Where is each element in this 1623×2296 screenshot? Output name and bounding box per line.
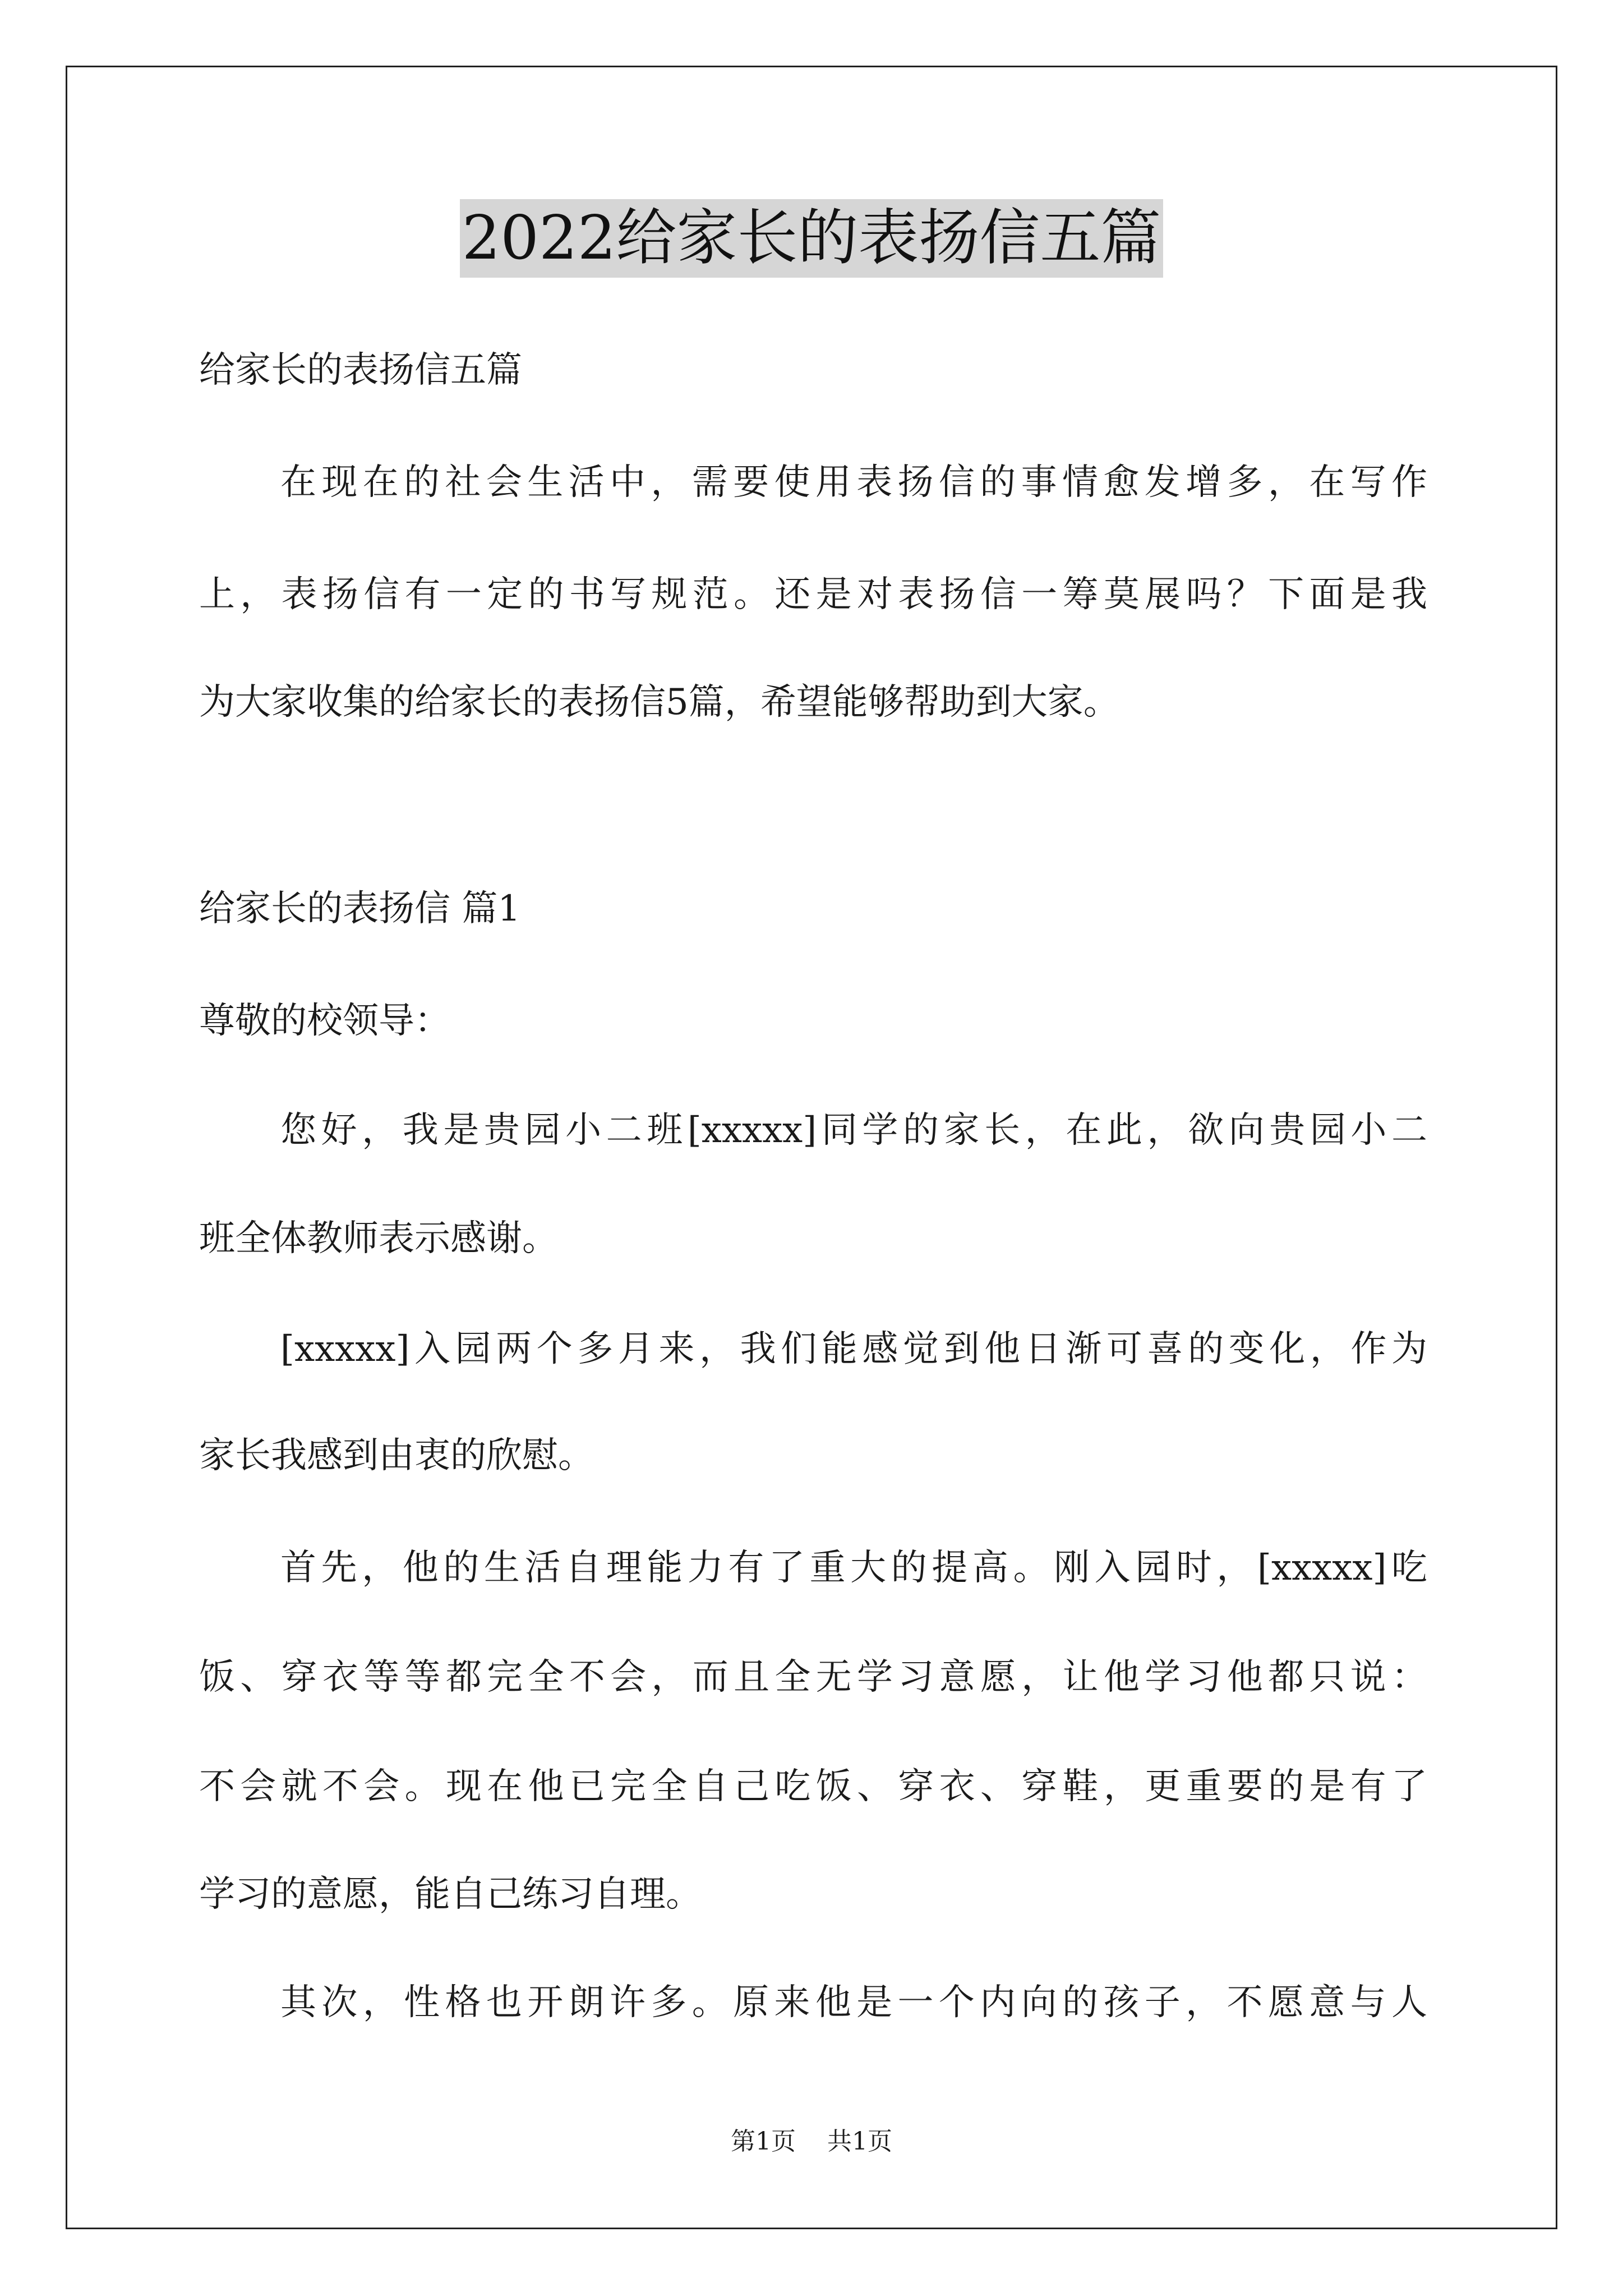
page-number: 第1页 bbox=[731, 2127, 796, 2156]
paragraph-line: 首先，他的生活自理能力有了重大的提高。刚入园时，[xxxxx]吃 bbox=[280, 1547, 1427, 1589]
paragraph-line: 学习的意愿，能自己练习自理。 bbox=[199, 1874, 702, 1915]
page-footer bbox=[0, 2126, 1623, 2157]
title-container bbox=[0, 199, 1623, 278]
paragraph-line: 在现在的社会生活中，需要使用表扬信的事情愈发增多，在写作 bbox=[280, 462, 1427, 503]
paragraph-line: 您好，我是贵园小二班[xxxxx]同学的家长，在此，欲向贵园小二 bbox=[280, 1110, 1427, 1151]
document-title: 2022给家长的表扬信五篇 bbox=[460, 199, 1164, 278]
subtitle: 给家长的表扬信五篇 bbox=[199, 349, 522, 391]
paragraph-line: 上，表扬信有一定的书写规范。还是对表扬信一筹莫展吗？下面是我 bbox=[199, 574, 1427, 615]
paragraph-line: 家长我感到由衷的欣慰。 bbox=[199, 1435, 594, 1476]
salutation: 尊敬的校领导： bbox=[199, 1000, 450, 1042]
section-heading: 给家长的表扬信 篇1 bbox=[199, 888, 521, 930]
paragraph-line: 其次，性格也开朗许多。原来他是一个内向的孩子，不愿意与人 bbox=[280, 1982, 1427, 2023]
paragraph-line: 班全体教师表示感谢。 bbox=[199, 1218, 558, 1259]
paragraph-line: 不会就不会。现在他已完全自己吃饭、穿衣、穿鞋，更重要的是有了 bbox=[199, 1766, 1427, 1807]
page-total: 共1页 bbox=[827, 2127, 892, 2156]
paragraph-line: 饭、穿衣等等都完全不会，而且全无学习意愿，让他学习他都只说： bbox=[199, 1657, 1427, 1698]
paragraph-line: [xxxxx]入园两个多月来，我们能感觉到他日渐可喜的变化，作为 bbox=[280, 1328, 1427, 1370]
paragraph-line: 为大家收集的给家长的表扬信5篇，希望能够帮助到大家。 bbox=[199, 682, 1119, 723]
